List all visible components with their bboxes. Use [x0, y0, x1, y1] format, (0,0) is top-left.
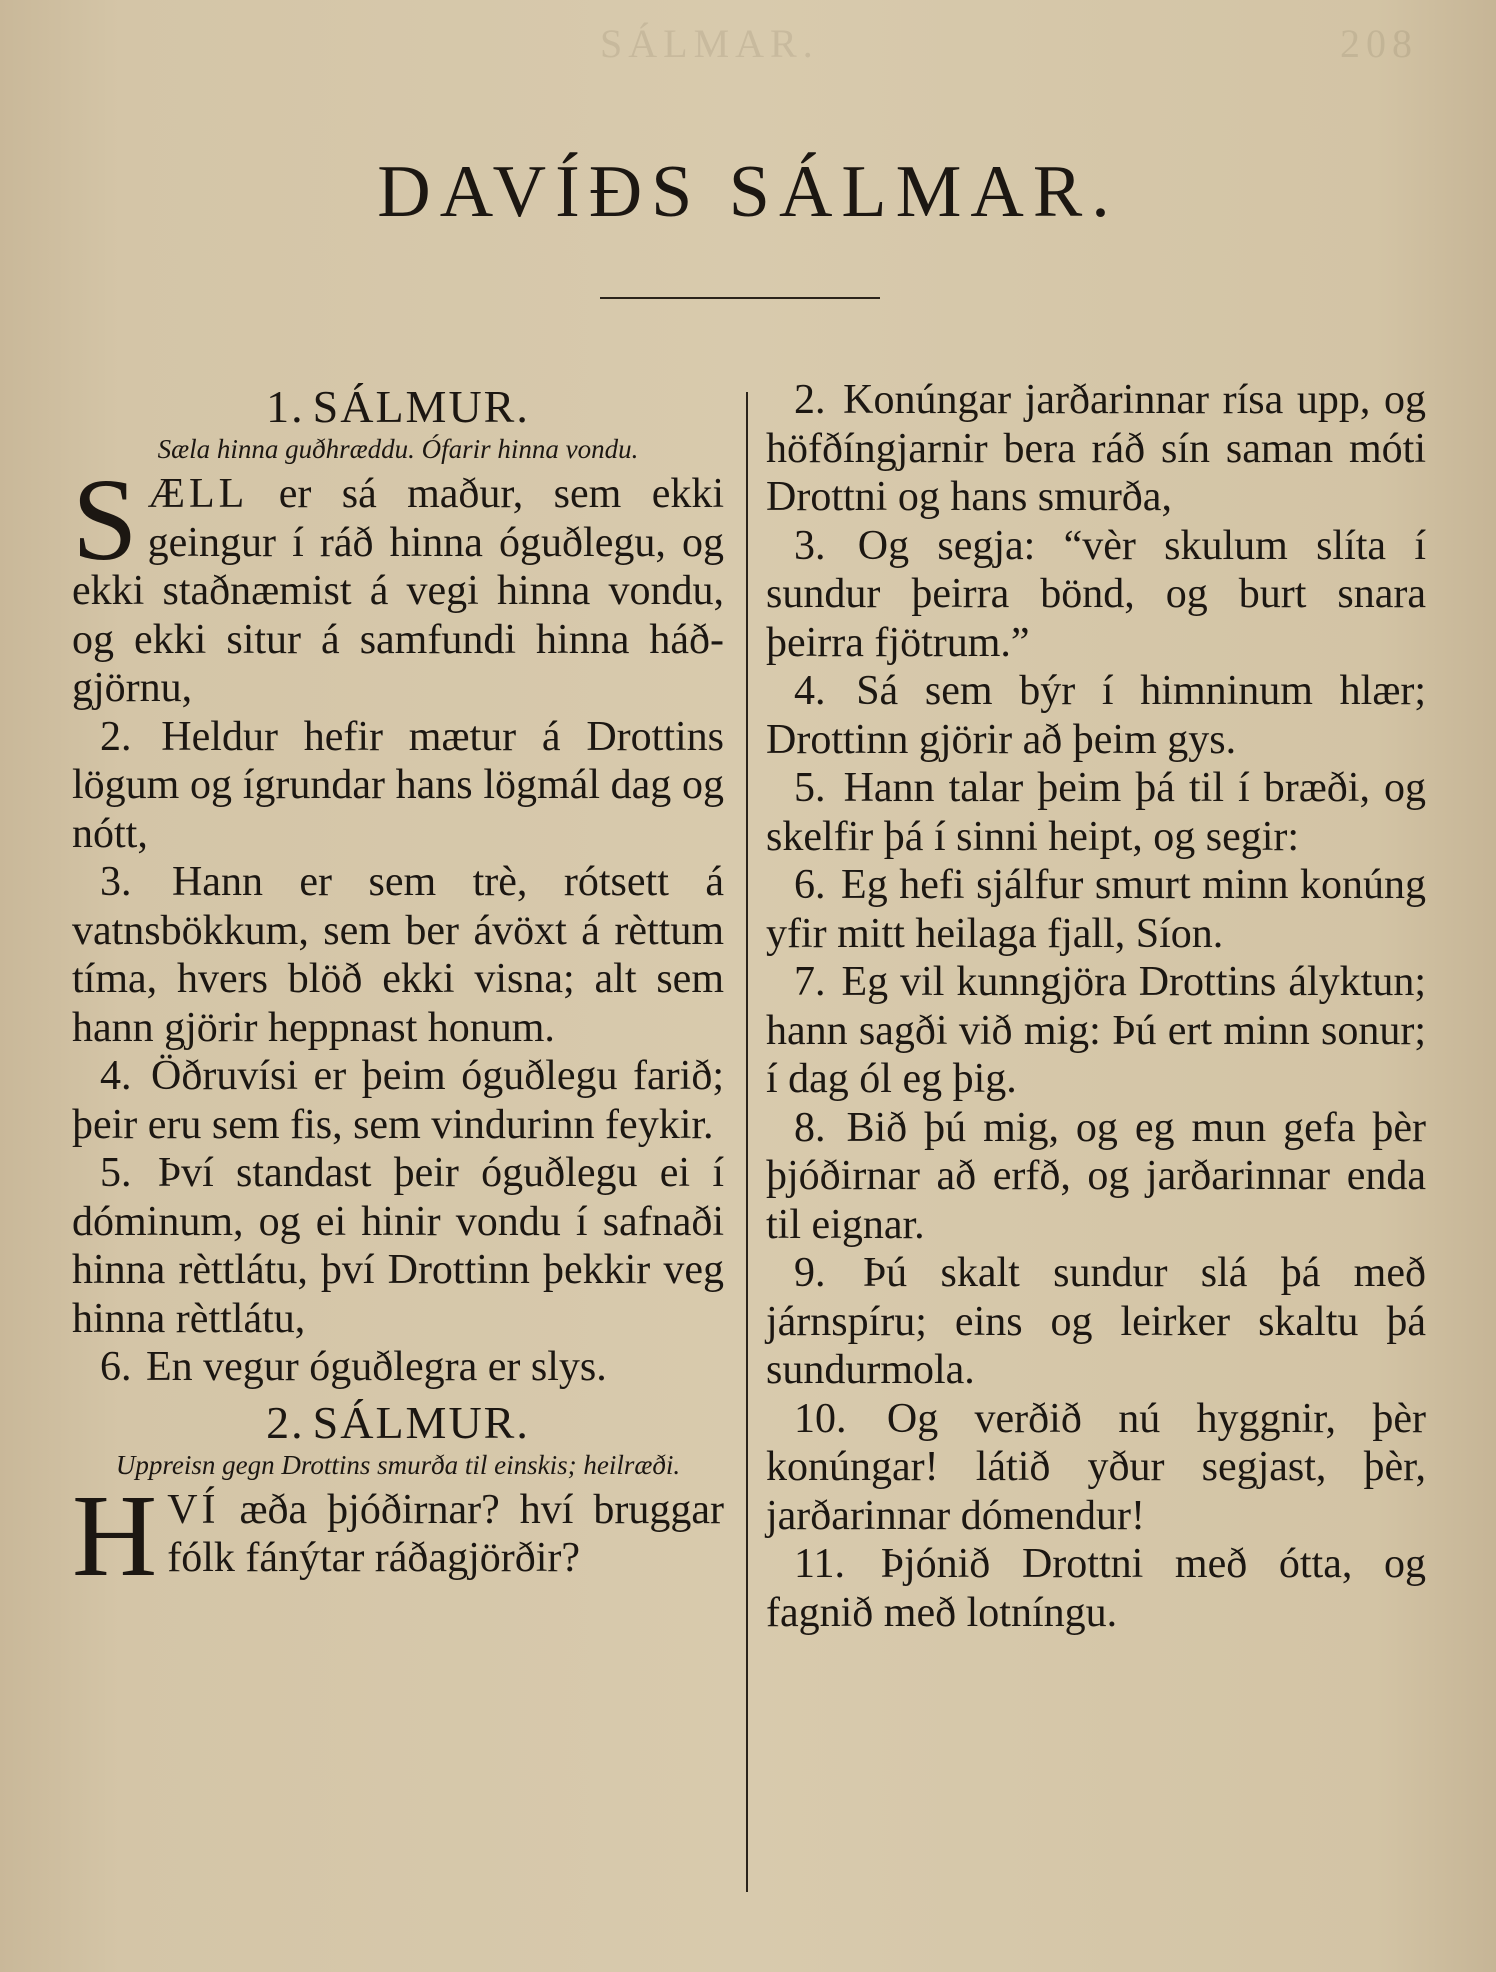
psalm-2-verse [766, 1249, 1426, 1395]
verse-text: Sá sem býr í himninum hlær; Drottinn gjörir að þeim gys. [766, 668, 1427, 763]
verse-text: Og verðið nú hyggnir, þèr konúngar! látið yður segjast, þèr, jarðarinnar dómendur! [766, 1395, 1427, 1539]
psalm-2-verse-1-text: æða þjóðirnar? hví bruggar fólk fánýtar ráðagjörðir? [167, 1486, 724, 1581]
verse-text: Bið þú mig, og eg mun gefa þèr þjóðirnar að erfð, og jarðarinnar enda til eignar. [766, 1104, 1427, 1248]
verse-number: 10. [794, 1395, 847, 1442]
psalm-1-verse [72, 713, 724, 859]
verse-text: Þjónið Drottni með ótta, og fagnið með lotníngu. [766, 1541, 1427, 1636]
verse-text: Eg vil kunngjöra Drottins ályktun; hann sagði við mig: Þú ert minn sonur; í dag ól eg þig. [766, 959, 1427, 1102]
psalm-2-verse [766, 376, 1426, 522]
verse-text: Hann er sem trè, rótsett á vatnsbökkum, sem ber ávöxt á rèttum tíma, hvers blöð ekki visna; alt sem hann gjörir heppnast honum. [72, 859, 724, 1051]
psalm-2-verse [766, 764, 1426, 861]
verse-text: Eg hefi sjálfur smurt minn konúng yfir mitt heilaga fjall, Síon. [766, 862, 1426, 957]
verse-number: 8. [794, 1104, 826, 1151]
psalm-1-first-word: ÆLL [147, 471, 249, 517]
verse-text: Konúngar jarðarinnar rísa upp, og höfðíngjarnir bera ráð sín saman móti Drottni og hans smurða, [766, 377, 1427, 520]
verse-number: 6. [100, 1344, 132, 1390]
psalm-1-subtitle: Sæla hinna guðhræddu. Ófarir hinna vondu. [157, 434, 639, 464]
verse-number: 3. [794, 522, 826, 569]
psalm-2-verse [766, 861, 1426, 958]
verse-text: Þú skalt sundur slá þá með járnspíru; eins og leirker skaltu þá sundurmola. [766, 1250, 1426, 1393]
bleed-through-page-number: 208 [1340, 21, 1418, 66]
psalm-2-verse [766, 1104, 1426, 1250]
verse-number: 5. [794, 765, 826, 811]
psalm-2-verse [766, 1540, 1426, 1637]
psalm-2-verse-1 [72, 1469, 724, 1601]
column-divider [746, 392, 748, 1892]
verse-text: Hann talar þeim þá til í bræði, og skelfir þá í sinni heipt, og segir: [766, 765, 1427, 860]
psalm-2-first-word: VÍ [167, 1486, 220, 1533]
psalm-1-verse [72, 858, 724, 1052]
verse-number: 3. [100, 859, 132, 905]
right-column [766, 376, 1426, 1637]
psalm-1-verse-1 [72, 454, 724, 713]
psalm-1-number: 1. [266, 381, 305, 432]
psalm-1-word: SÁLMUR. [312, 381, 530, 432]
psalm-2-number: 2. [266, 1396, 305, 1448]
psalm-2-verse [766, 1395, 1426, 1541]
psalm-2-verse [766, 667, 1426, 764]
verse-number: 6. [794, 862, 826, 908]
verse-number: 4. [100, 1053, 132, 1099]
verse-number: 11. [794, 1541, 845, 1587]
bleed-through-title: SÁLMAR. [600, 21, 819, 66]
verse-number: 4. [794, 668, 826, 714]
psalm-2-heading [72, 1396, 724, 1450]
left-column [72, 380, 725, 1601]
psalm-2-verse [766, 522, 1426, 668]
psalm-1-verse [72, 1052, 724, 1149]
verse-text: Heldur hefir mætur á Drottins lögum og ígrundar hans lögmál dag og nótt, [72, 713, 725, 857]
psalm-2-subtitle: Uppreisn gegn Drottins smurða til einskis; heilræði. [115, 1449, 681, 1480]
verse-number: 2. [794, 377, 826, 423]
psalm-1-heading [72, 380, 724, 434]
psalm-1-verse [72, 1149, 724, 1343]
verse-text: Og segja: “vèr skulum slíta í sundur þeirra bönd, og burt snara þeirra fjötrum.” [766, 522, 1426, 666]
psalm-2-word: SÁLMUR. [312, 1396, 530, 1448]
title-rule [600, 297, 880, 299]
psalm-2-verse [766, 958, 1426, 1104]
verse-number: 5. [100, 1150, 132, 1196]
page-title: DAVÍÐS SÁLMAR. [377, 151, 1119, 233]
verse-text: Því standast þeir óguðlegu ei í dóminum, og ei hinir vondu í safnaði hinna rèttlátu, því Drottinn þekkir veg hinna rèttlátu, [72, 1150, 724, 1342]
psalm-2-dropcap: H [72, 1469, 158, 1601]
verse-text: Öðruvísi er þeim óguðlegu farið; þeir eru sem fis, sem vindurinn feykir. [72, 1053, 725, 1148]
psalm-1-verse-1-text: er sá maður, sem ekki geingur í ráð hinna óguðlegu, og ekki staðnæmist á vegi hinna vondu, og ekki situr á samfundi hinna háðgjörnu, [72, 471, 724, 711]
verse-number: 2. [100, 713, 132, 760]
verse-text: En vegur óguðlegra er slys. [146, 1344, 607, 1390]
verse-number: 9. [794, 1250, 826, 1296]
psalm-1-dropcap: S [72, 454, 138, 585]
verse-number: 7. [794, 959, 826, 1005]
psalm-1-verse [72, 1343, 724, 1392]
